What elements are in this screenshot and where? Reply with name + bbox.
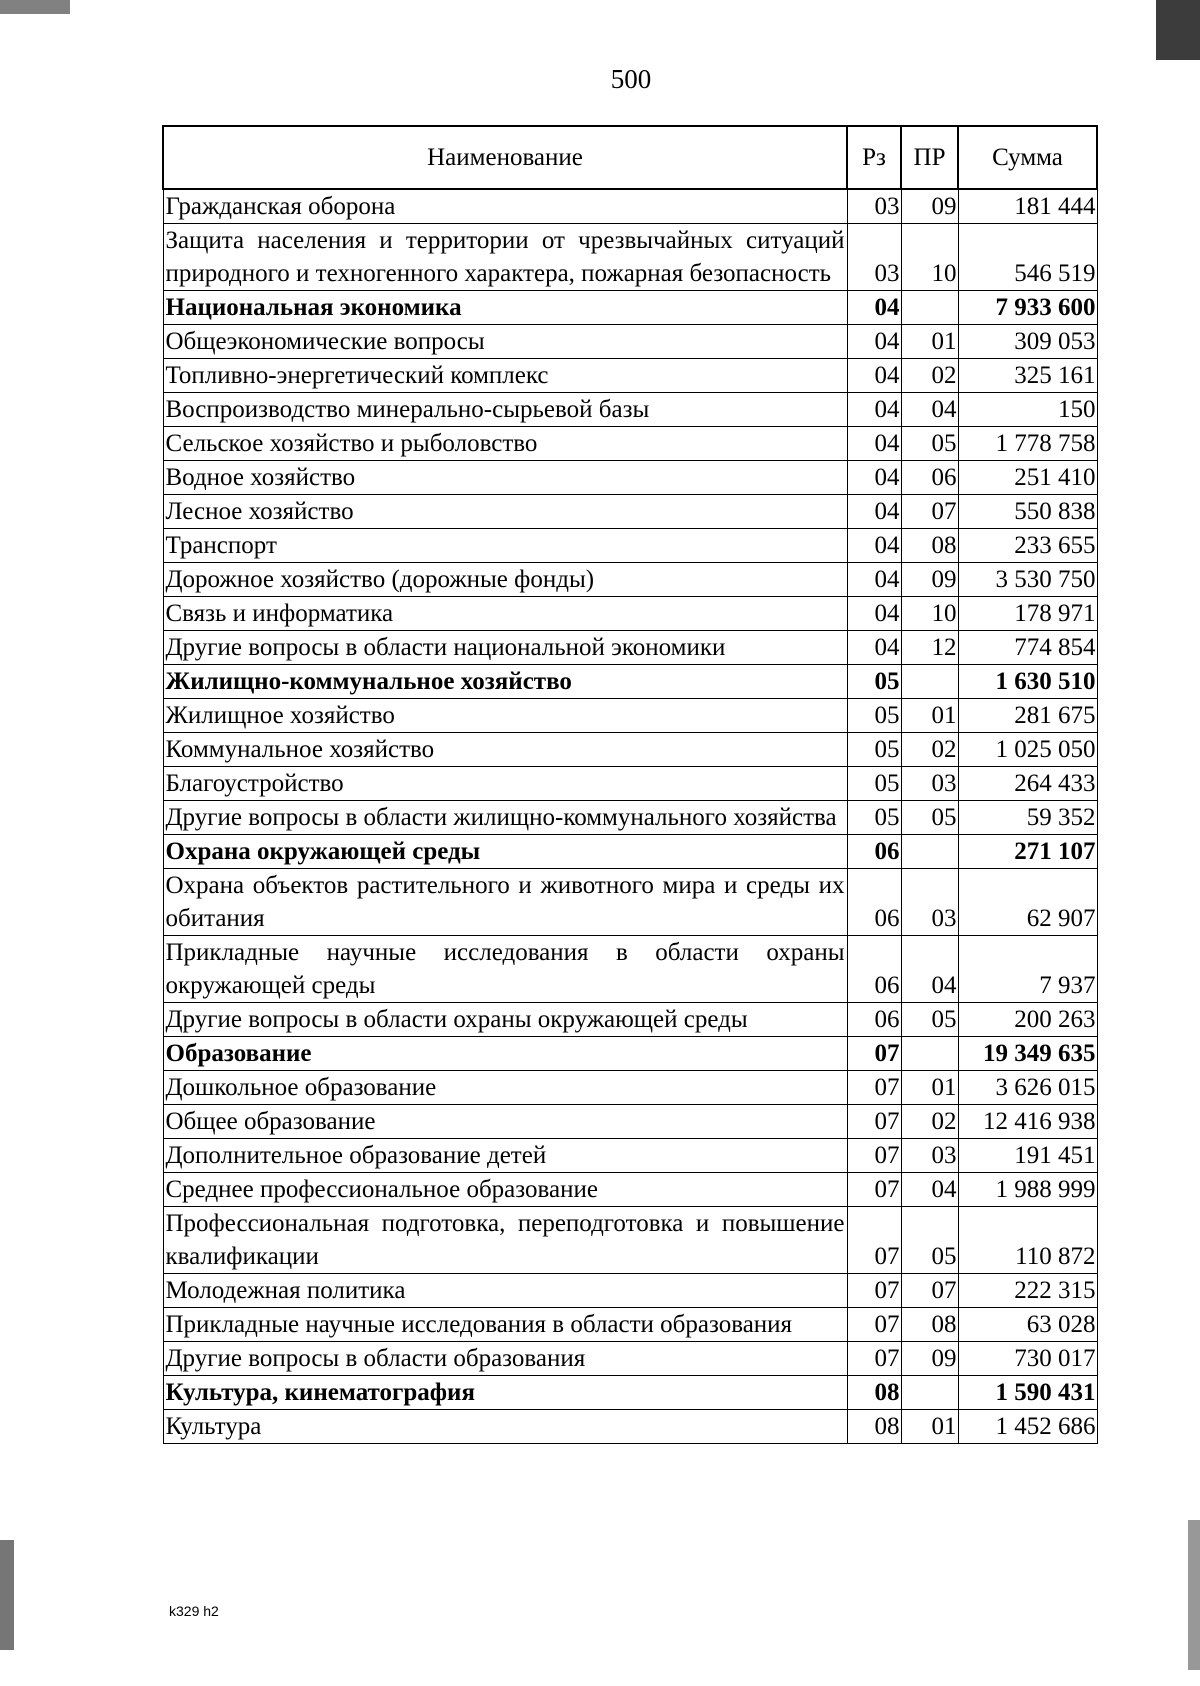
cell-name: Дошкольное образование bbox=[163, 1071, 847, 1105]
table-row bbox=[163, 631, 1097, 665]
cell-sum: 200 263 bbox=[958, 1003, 1097, 1037]
cell-name: Другие вопросы в области жилищно-коммунального хозяйства bbox=[163, 801, 847, 835]
table-row bbox=[163, 1308, 1097, 1342]
page-number: 500 bbox=[610, 64, 652, 94]
cell-sum: 19 349 635 bbox=[958, 1037, 1097, 1071]
cell-sum: 222 315 bbox=[958, 1274, 1097, 1308]
cell-rz: 04 bbox=[847, 359, 901, 393]
table-header-row bbox=[163, 126, 1097, 189]
cell-pr: 07 bbox=[901, 495, 958, 529]
cell-name: Общее образование bbox=[163, 1105, 847, 1139]
cell-sum: 1 590 431 bbox=[958, 1376, 1097, 1410]
table-row bbox=[163, 597, 1097, 631]
cell-pr: 12 bbox=[901, 631, 958, 665]
table-row bbox=[163, 1003, 1097, 1037]
table-row bbox=[163, 359, 1097, 393]
table-row bbox=[163, 1274, 1097, 1308]
cell-name: Топливно-энергетический комплекс bbox=[163, 359, 847, 393]
table-row bbox=[163, 936, 1097, 1003]
cell-name: Охрана объектов растительного и животного мира и среды их обитания bbox=[163, 869, 847, 936]
cell-name: Жилищное хозяйство bbox=[163, 699, 847, 733]
cell-pr: 02 bbox=[901, 1105, 958, 1139]
cell-rz: 05 bbox=[847, 699, 901, 733]
table-row bbox=[163, 325, 1097, 359]
cell-pr bbox=[901, 665, 958, 699]
cell-pr: 10 bbox=[901, 224, 958, 291]
cell-sum: 1 452 686 bbox=[958, 1410, 1097, 1444]
cell-sum: 12 416 938 bbox=[958, 1105, 1097, 1139]
cell-name: Другие вопросы в области национальной экономики bbox=[163, 631, 847, 665]
cell-sum: 281 675 bbox=[958, 699, 1097, 733]
cell-sum: 110 872 bbox=[958, 1207, 1097, 1274]
cell-pr: 03 bbox=[901, 767, 958, 801]
cell-sum: 59 352 bbox=[958, 801, 1097, 835]
budget-table bbox=[162, 125, 1098, 1444]
cell-name: Культура, кинематография bbox=[163, 1376, 847, 1410]
cell-sum: 309 053 bbox=[958, 325, 1097, 359]
cell-sum: 7 933 600 bbox=[958, 291, 1097, 325]
cell-sum: 1 630 510 bbox=[958, 665, 1097, 699]
cell-name: Защита населения и территории от чрезвычайных ситуаций природного и техногенного характера, пожарная безопасность bbox=[163, 224, 847, 291]
table-row bbox=[163, 224, 1097, 291]
cell-pr: 03 bbox=[901, 1139, 958, 1173]
cell-sum: 730 017 bbox=[958, 1342, 1097, 1376]
cell-name: Связь и информатика bbox=[163, 597, 847, 631]
table-row bbox=[163, 767, 1097, 801]
cell-pr: 10 bbox=[901, 597, 958, 631]
cell-sum: 63 028 bbox=[958, 1308, 1097, 1342]
cell-name: Молодежная политика bbox=[163, 1274, 847, 1308]
table-row bbox=[163, 393, 1097, 427]
cell-pr bbox=[901, 835, 958, 869]
cell-name: Жилищно-коммунальное хозяйство bbox=[163, 665, 847, 699]
cell-rz: 07 bbox=[847, 1173, 901, 1207]
cell-pr: 07 bbox=[901, 1274, 958, 1308]
cell-rz: 03 bbox=[847, 189, 901, 224]
cell-sum: 251 410 bbox=[958, 461, 1097, 495]
scan-edge-mark bbox=[1156, 0, 1200, 60]
cell-sum: 550 838 bbox=[958, 495, 1097, 529]
cell-sum: 181 444 bbox=[958, 189, 1097, 224]
table-row bbox=[163, 869, 1097, 936]
cell-sum: 150 bbox=[958, 393, 1097, 427]
cell-pr: 03 bbox=[901, 869, 958, 936]
cell-name: Прикладные научные исследования в области охраны окружающей среды bbox=[163, 936, 847, 1003]
cell-sum: 3 626 015 bbox=[958, 1071, 1097, 1105]
table-row bbox=[163, 189, 1097, 224]
table-section-row bbox=[163, 1376, 1097, 1410]
cell-name: Водное хозяйство bbox=[163, 461, 847, 495]
table-row bbox=[163, 1071, 1097, 1105]
cell-rz: 07 bbox=[847, 1274, 901, 1308]
table-row bbox=[163, 461, 1097, 495]
cell-name: Дополнительное образование детей bbox=[163, 1139, 847, 1173]
cell-rz: 04 bbox=[847, 631, 901, 665]
cell-rz: 04 bbox=[847, 529, 901, 563]
cell-rz: 08 bbox=[847, 1376, 901, 1410]
table-section-row bbox=[163, 1037, 1097, 1071]
cell-sum: 325 161 bbox=[958, 359, 1097, 393]
cell-rz: 07 bbox=[847, 1071, 901, 1105]
cell-pr: 05 bbox=[901, 1003, 958, 1037]
cell-name: Профессиональная подготовка, переподготовка и повышение квалификации bbox=[163, 1207, 847, 1274]
cell-rz: 04 bbox=[847, 325, 901, 359]
cell-rz: 07 bbox=[847, 1308, 901, 1342]
cell-rz: 04 bbox=[847, 461, 901, 495]
cell-sum: 233 655 bbox=[958, 529, 1097, 563]
cell-pr: 05 bbox=[901, 1207, 958, 1274]
cell-name: Воспроизводство минерально-сырьевой базы bbox=[163, 393, 847, 427]
cell-pr: 02 bbox=[901, 733, 958, 767]
cell-pr bbox=[901, 1376, 958, 1410]
cell-name: Транспорт bbox=[163, 529, 847, 563]
cell-pr: 01 bbox=[901, 699, 958, 733]
table-row bbox=[163, 699, 1097, 733]
table-section-row bbox=[163, 835, 1097, 869]
table-section-row bbox=[163, 665, 1097, 699]
cell-name: Национальная экономика bbox=[163, 291, 847, 325]
cell-name: Дорожное хозяйство (дорожные фонды) bbox=[163, 563, 847, 597]
table-row bbox=[163, 1410, 1097, 1444]
scan-edge-mark bbox=[1188, 1520, 1200, 1670]
cell-name: Культура bbox=[163, 1410, 847, 1444]
cell-name: Лесное хозяйство bbox=[163, 495, 847, 529]
cell-name: Среднее профессиональное образование bbox=[163, 1173, 847, 1207]
cell-rz: 06 bbox=[847, 835, 901, 869]
cell-pr: 04 bbox=[901, 393, 958, 427]
cell-rz: 07 bbox=[847, 1342, 901, 1376]
cell-pr: 04 bbox=[901, 1173, 958, 1207]
cell-rz: 07 bbox=[847, 1037, 901, 1071]
cell-name: Общеэкономические вопросы bbox=[163, 325, 847, 359]
cell-rz: 07 bbox=[847, 1207, 901, 1274]
cell-rz: 05 bbox=[847, 801, 901, 835]
cell-sum: 1 025 050 bbox=[958, 733, 1097, 767]
cell-pr: 08 bbox=[901, 1308, 958, 1342]
cell-sum: 271 107 bbox=[958, 835, 1097, 869]
cell-rz: 04 bbox=[847, 427, 901, 461]
cell-name: Сельское хозяйство и рыболовство bbox=[163, 427, 847, 461]
cell-sum: 1 988 999 bbox=[958, 1173, 1097, 1207]
table-row bbox=[163, 1173, 1097, 1207]
cell-rz: 04 bbox=[847, 563, 901, 597]
cell-pr: 09 bbox=[901, 1342, 958, 1376]
cell-rz: 05 bbox=[847, 733, 901, 767]
scan-edge-mark bbox=[0, 1540, 14, 1650]
cell-pr: 05 bbox=[901, 801, 958, 835]
cell-rz: 04 bbox=[847, 495, 901, 529]
cell-rz: 03 bbox=[847, 224, 901, 291]
cell-sum: 3 530 750 bbox=[958, 563, 1097, 597]
cell-sum: 1 778 758 bbox=[958, 427, 1097, 461]
cell-pr bbox=[901, 291, 958, 325]
cell-sum: 546 519 bbox=[958, 224, 1097, 291]
cell-rz: 05 bbox=[847, 665, 901, 699]
cell-rz: 04 bbox=[847, 291, 901, 325]
cell-sum: 774 854 bbox=[958, 631, 1097, 665]
footer-code: k329 h2 bbox=[169, 1603, 219, 1619]
cell-pr: 08 bbox=[901, 529, 958, 563]
cell-sum: 178 971 bbox=[958, 597, 1097, 631]
cell-sum: 264 433 bbox=[958, 767, 1097, 801]
table-row bbox=[163, 1342, 1097, 1376]
cell-rz: 06 bbox=[847, 936, 901, 1003]
table-row bbox=[163, 1105, 1097, 1139]
cell-pr: 06 bbox=[901, 461, 958, 495]
cell-name: Гражданская оборона bbox=[163, 189, 847, 224]
table-body bbox=[163, 189, 1097, 1444]
cell-sum: 62 907 bbox=[958, 869, 1097, 936]
cell-name: Коммунальное хозяйство bbox=[163, 733, 847, 767]
header-pr: ПР bbox=[901, 126, 958, 189]
cell-pr: 02 bbox=[901, 359, 958, 393]
cell-pr: 05 bbox=[901, 427, 958, 461]
cell-rz: 06 bbox=[847, 869, 901, 936]
cell-pr: 01 bbox=[901, 325, 958, 359]
cell-pr bbox=[901, 1037, 958, 1071]
table-row bbox=[163, 495, 1097, 529]
cell-sum: 191 451 bbox=[958, 1139, 1097, 1173]
table-row bbox=[163, 733, 1097, 767]
cell-pr: 04 bbox=[901, 936, 958, 1003]
table-row bbox=[163, 1139, 1097, 1173]
header-rz: Рз bbox=[847, 126, 901, 189]
cell-sum: 7 937 bbox=[958, 936, 1097, 1003]
table-row bbox=[163, 529, 1097, 563]
table-row bbox=[163, 563, 1097, 597]
cell-name: Образование bbox=[163, 1037, 847, 1071]
cell-pr: 09 bbox=[901, 563, 958, 597]
cell-rz: 08 bbox=[847, 1410, 901, 1444]
cell-rz: 07 bbox=[847, 1105, 901, 1139]
cell-rz: 07 bbox=[847, 1139, 901, 1173]
cell-name: Прикладные научные исследования в области образования bbox=[163, 1308, 847, 1342]
cell-rz: 06 bbox=[847, 1003, 901, 1037]
cell-name: Благоустройство bbox=[163, 767, 847, 801]
cell-name: Другие вопросы в области образования bbox=[163, 1342, 847, 1376]
scan-edge-mark bbox=[0, 0, 70, 14]
table-section-row bbox=[163, 291, 1097, 325]
cell-rz: 05 bbox=[847, 767, 901, 801]
cell-rz: 04 bbox=[847, 393, 901, 427]
cell-name: Охрана окружающей среды bbox=[163, 835, 847, 869]
table-row bbox=[163, 801, 1097, 835]
cell-pr: 01 bbox=[901, 1071, 958, 1105]
header-sum: Сумма bbox=[958, 126, 1097, 189]
cell-name: Другие вопросы в области охраны окружающей среды bbox=[163, 1003, 847, 1037]
cell-pr: 09 bbox=[901, 189, 958, 224]
cell-rz: 04 bbox=[847, 597, 901, 631]
cell-pr: 01 bbox=[901, 1410, 958, 1444]
table-row bbox=[163, 1207, 1097, 1274]
table-row bbox=[163, 427, 1097, 461]
header-name: Наименование bbox=[163, 126, 847, 189]
